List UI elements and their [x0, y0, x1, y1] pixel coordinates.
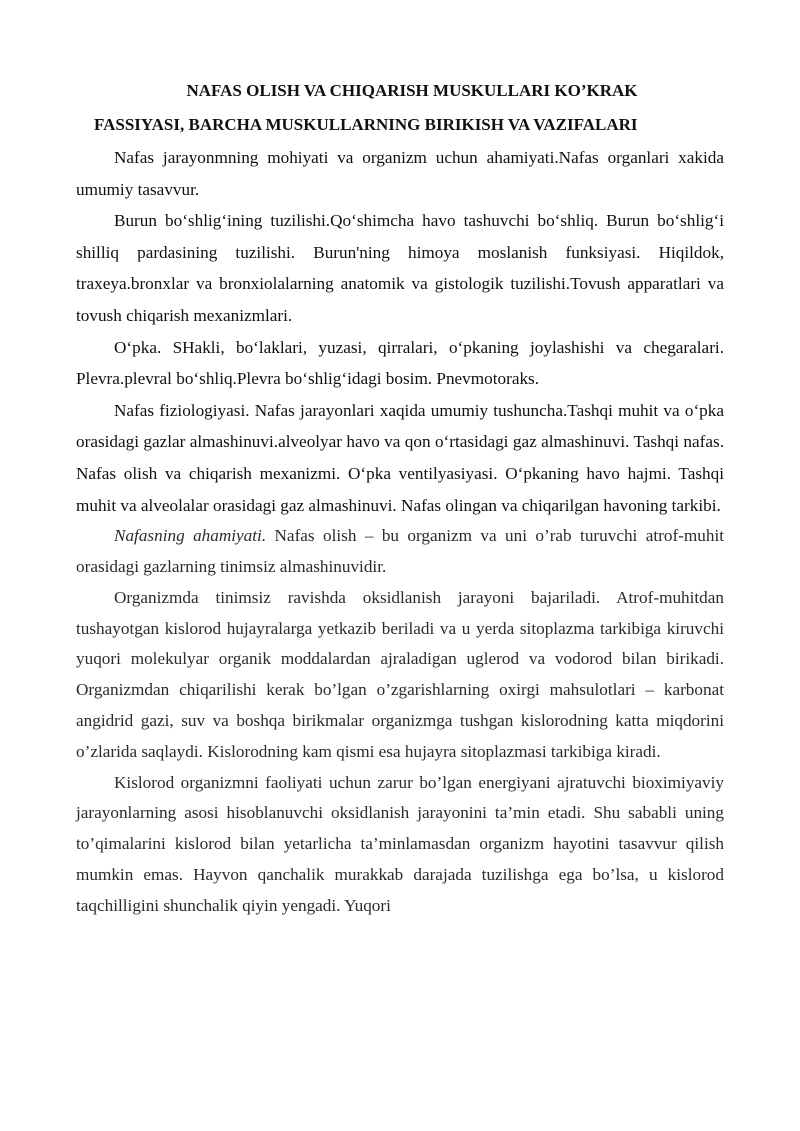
paragraph-2: Burun bo‘shlig‘ining tuzilishi.Qo‘shimcha havo tashuvchi bo‘shliq. Burun bo‘shlig‘i shilliq pardasining tuzilishi. Burun'ning himoya moslanish funksiyasi. Hiqildok, traxeya.bronxlar va bronxiolalarning anatomik va gistologik tuzilishi.Tovush apparatlari va tovush chiqarish mexanizmlari.	[76, 211, 724, 325]
document-title-line-1: NAFAS OLISH VA CHIQARISH MUSKULLARI KO’KRAK	[186, 81, 638, 100]
paragraph-6: Organizmda tinimsiz ravishda oksidlanish jarayoni bajariladi. Atrof-muhitdan tushayotgan kislorod hujayralarga yetkazib beriladi va u yerda sitoplazma tarkibiga kiruvchi yuqori molekulyar organik moddalardan ajraladigan uglerod va vodorod bilan birikadi. Organizmdan chiqarilishi kerak bo’lgan o’zgarishlarning oxirgi mahsulotlari – karbonat angidrid gazi, suv va boshqa birikmalar organizmga tushgan kislorodning katta miqdorini o’zlarida saqlaydi. Kislorodning kam qismi esa hujayra sitoplazmasi tarkibiga kiradi.	[76, 587, 724, 761]
paragraph-5-lead: Nafasning ahamiyati.	[114, 526, 267, 546]
paragraph-5-text: Nafas olish – bu organizm va uni o’rab turuvchi atrof-muhit orasidagi gazlarning tinimsiz almashinuvidir.	[76, 526, 725, 576]
paragraph-4: Nafas fiziologiyasi. Nafas jarayonlari xaqida umumiy tushuncha.Tashqi muhit va o‘pka orasidagi gazlar almashinuvi.alveolyar havo va qon o‘rtasidagi gaz almashinuvi. Tashqi nafas. Nafas olish va chiqarish mexanizmi. O‘pka ventilyasiyasi. O‘pkaning havo hajmi. Tashqi muhit va alveolalar orasidagi gaz almashinuvi. Nafas olingan va chiqarilgan havoning tarkibi.	[76, 400, 724, 515]
paragraph-7: Kislorod organizmni faoliyati uchun zarur bo’lgan energiyani ajratuvchi bioximiyaviy jarayonlarning asosi hisoblanuvchi oksidlanish jarayonini ta’min etadi. Shu sababli uning to’qimalarini kislorod bilan yetarlicha ta’minlamasdan organizm hayotini tasavvur qilish mumkin emas. Hayvon qanchalik murakkab darajada tuzilishga ega bo’lsa, u kislorod taqchilligini shunchalik qiyin yengadi. Yuqori	[76, 772, 724, 915]
paragraph-1: Nafas jarayonmning mohiyati va organizm uchun ahamiyati.Nafas organlari xakida umumiy tasavvur.	[76, 148, 724, 199]
document-title-line-2: FASSIYASI, BARCHA MUSKULLARNING BIRIKISH VA VAZIFALARI	[94, 115, 638, 134]
paragraph-3: O‘pka. SHakli, bo‘laklari, yuzasi, qirralari, o‘pkaning joylashishi va chegaralari. Plevra.plevral bo‘shliq.Plevra bo‘shlig‘idagi bosim. Pnevmotoraks.	[76, 337, 724, 389]
paragraph-5	[76, 521, 724, 583]
